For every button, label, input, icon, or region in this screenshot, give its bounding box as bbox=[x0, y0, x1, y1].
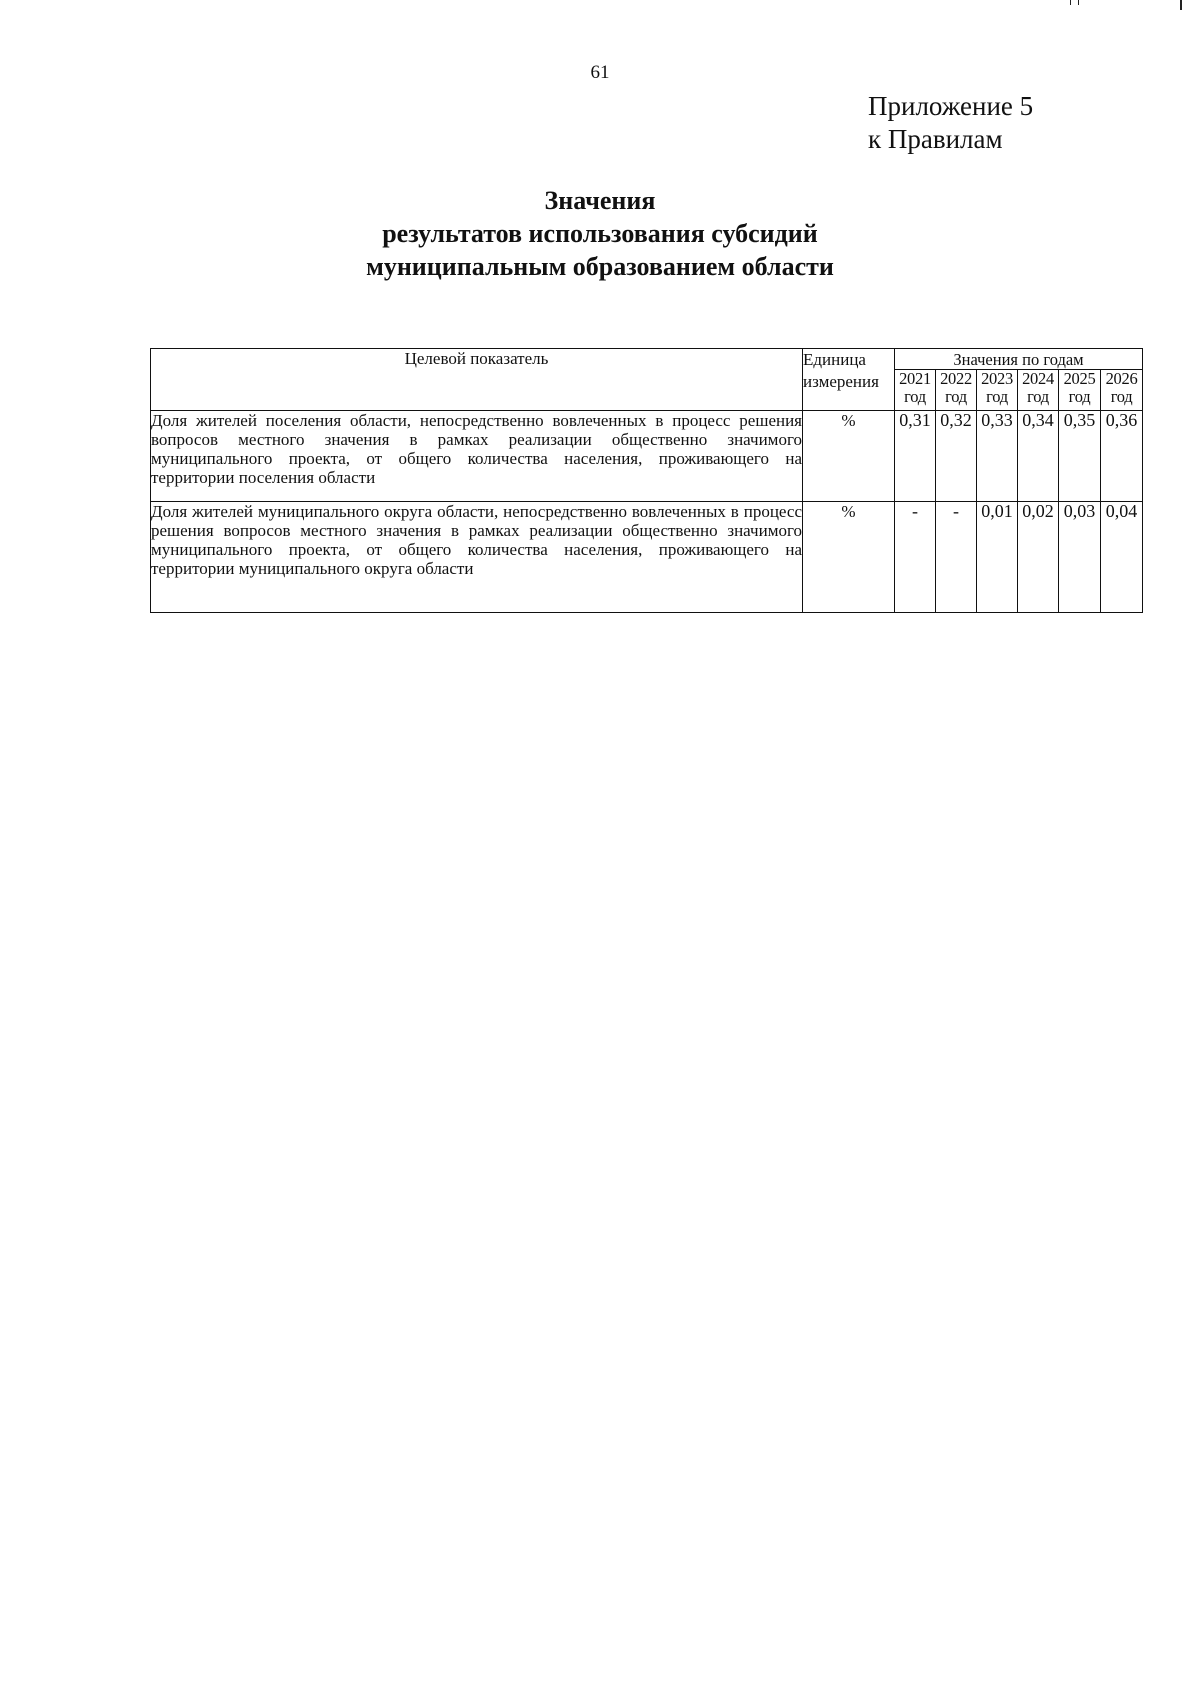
title-line-2: результатов использования субсидий bbox=[382, 219, 818, 248]
year-suffix: год bbox=[1068, 387, 1091, 406]
value-cell: 0,31 bbox=[895, 411, 936, 502]
indicator-cell: Доля жителей поселения области, непосредственно вовлеченных в процесс решения вопросов местного значения в рамках реализации общественно значимого муниципального проекта, от общего количества населения, проживающего на территории поселения области bbox=[151, 411, 803, 502]
header-unit-line-2: измерения bbox=[803, 372, 879, 391]
header-values-by-year: Значения по годам bbox=[895, 349, 1143, 370]
value-cell: 0,03 bbox=[1059, 502, 1101, 613]
scan-edge-mark bbox=[1070, 0, 1071, 5]
year-suffix: год bbox=[986, 387, 1008, 406]
value-cell: 0,35 bbox=[1059, 411, 1101, 502]
table-row bbox=[151, 502, 1143, 613]
appendix-reference bbox=[868, 90, 1033, 156]
header-indicator: Целевой показатель bbox=[151, 349, 803, 411]
table-row bbox=[151, 411, 1143, 502]
value-cell: 0,04 bbox=[1101, 502, 1143, 613]
year-suffix: год bbox=[1027, 387, 1049, 406]
indicators-table bbox=[150, 348, 1143, 613]
header-unit bbox=[803, 349, 895, 411]
value-cell: 0,34 bbox=[1018, 411, 1059, 502]
year-suffix: год bbox=[945, 387, 967, 406]
value-cell: - bbox=[936, 502, 977, 613]
header-year bbox=[1059, 370, 1101, 411]
unit-cell: % bbox=[803, 502, 895, 613]
value-cell: 0,32 bbox=[936, 411, 977, 502]
year-label: 2026 bbox=[1105, 369, 1138, 388]
scan-edge-mark bbox=[1180, 0, 1182, 10]
year-label: 2022 bbox=[940, 369, 972, 388]
year-label: 2024 bbox=[1022, 369, 1054, 388]
header-year bbox=[895, 370, 936, 411]
value-cell: 0,33 bbox=[977, 411, 1018, 502]
value-cell: 0,02 bbox=[1018, 502, 1059, 613]
header-year bbox=[977, 370, 1018, 411]
year-label: 2023 bbox=[981, 369, 1013, 388]
title-line-1: Значения bbox=[544, 186, 656, 215]
header-year bbox=[1018, 370, 1059, 411]
title-line-3: муниципальным образованием области bbox=[366, 252, 834, 281]
year-suffix: год bbox=[1110, 387, 1133, 406]
appendix-line-1: Приложение 5 bbox=[868, 91, 1034, 121]
scan-edge-mark bbox=[1078, 0, 1079, 5]
value-cell: 0,01 bbox=[977, 502, 1018, 613]
appendix-line-2: к Правилам bbox=[868, 124, 1003, 154]
year-suffix: год bbox=[904, 387, 926, 406]
unit-cell: % bbox=[803, 411, 895, 502]
page-number: 61 bbox=[590, 62, 610, 83]
indicator-cell: Доля жителей муниципального округа области, непосредственно вовлеченных в процесс решения вопросов местного значения в рамках реализации общественно значимого муниципального проекта, от общего количества населения, проживающего на территории муниципального округа области bbox=[151, 502, 803, 613]
header-unit-line-1: Единица bbox=[803, 350, 866, 369]
year-label: 2025 bbox=[1063, 369, 1096, 388]
year-label: 2021 bbox=[899, 369, 931, 388]
header-year bbox=[1101, 370, 1143, 411]
value-cell: 0,36 bbox=[1101, 411, 1143, 502]
document-title bbox=[0, 184, 1200, 283]
value-cell: - bbox=[895, 502, 936, 613]
header-year bbox=[936, 370, 977, 411]
